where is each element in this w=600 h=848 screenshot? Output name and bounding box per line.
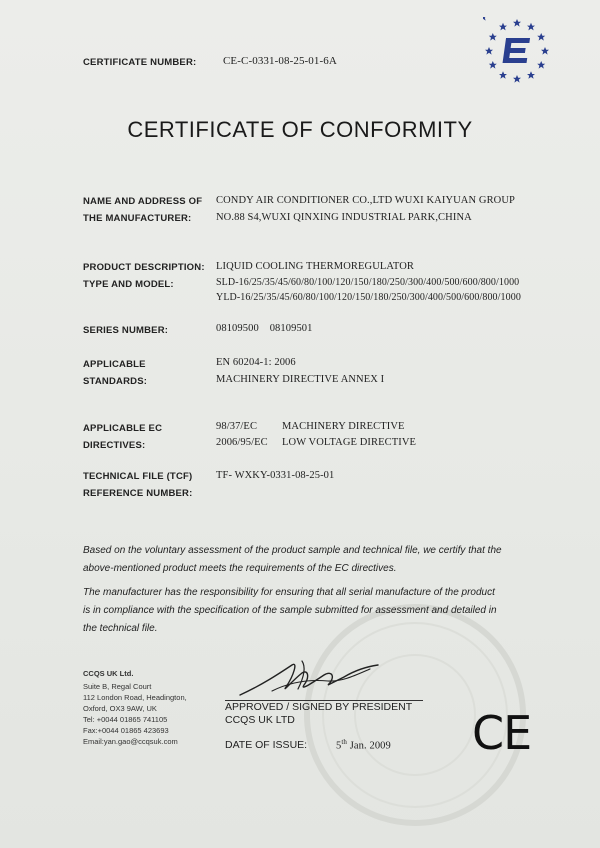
responsibility-line-1: The manufacturer has the responsibility for ensuring that all serial manufacture of the product: [83, 587, 495, 598]
directives-label-line-2: DIRECTIVES:: [83, 440, 146, 451]
series-number-label: SERIES NUMBER:: [83, 325, 169, 336]
responsibility-line-2: is in compliance with the specification of the sample submitted for assessment and detailed in: [83, 605, 497, 616]
ce-mark-icon: CE: [472, 706, 532, 760]
standard-en-60204: EN 60204-1: 2006: [216, 357, 296, 368]
type-and-model-label: TYPE AND MODEL:: [83, 279, 174, 290]
standards-label-line-2: STANDARDS:: [83, 376, 148, 387]
manufacturer-name: CONDY AIR CONDITIONER CO.,LTD WUXI KAIYUAN GROUP: [216, 195, 515, 206]
date-day: 5: [336, 740, 342, 752]
date-of-issue-label: DATE OF ISSUE:: [225, 739, 308, 751]
directive-code-1: 98/37/EC: [216, 421, 258, 432]
product-description-label: PRODUCT DESCRIPTION:: [83, 262, 205, 273]
issuer-address-line-1: Suite B, Regal Court: [83, 682, 152, 691]
directives-label-line-1: APPLICABLE EC: [83, 423, 163, 434]
model-list-sld: SLD-16/25/35/45/60/80/100/120/150/180/250/300/400/500/600/800/1000: [216, 277, 520, 288]
page-title: CERTIFICATE OF CONFORMITY: [127, 117, 473, 142]
issuer-name: CCQS UK Ltd.: [83, 669, 134, 678]
model-list-yld: YLD-16/25/35/45/60/80/100/120/150/180/250/300/400/500/600/800/1000: [216, 292, 521, 303]
standard-machinery-annex: MACHINERY DIRECTIVE ANNEX I: [216, 374, 385, 385]
approved-signed-label: APPROVED / SIGNED BY PRESIDENT: [225, 701, 413, 713]
responsibility-paragraph: [83, 584, 533, 638]
certificate-number-label: CERTIFICATE NUMBER:: [83, 57, 197, 68]
manufacturer-label-line-1: NAME AND ADDRESS OF: [83, 196, 203, 207]
assessment-paragraph: [83, 542, 533, 578]
issuer-fax: Fax:+0044 01865 423693: [83, 726, 169, 735]
standards-label-line-1: APPLICABLE: [83, 359, 146, 370]
assessment-line-1: Based on the voluntary assessment of the product sample and technical file, we certify that the: [83, 545, 502, 556]
date-month-year: Jan. 2009: [347, 740, 391, 752]
issuer-tel: Tel: +0044 01865 741105: [83, 715, 168, 724]
directive-code-2: 2006/95/EC: [216, 437, 268, 448]
approver-organization: CCQS UK LTD: [225, 714, 295, 726]
issuer-address-block: [83, 669, 187, 747]
assessment-line-2: above-mentioned product meets the requirements of the EC directives.: [83, 563, 397, 574]
series-number-value: 08109500 08109501: [216, 323, 313, 334]
date-of-issue-value: [336, 738, 391, 752]
tcf-label-line-1: TECHNICAL FILE (TCF): [83, 471, 193, 482]
issuer-email: Email:yan.gao@ccqsuk.com: [83, 737, 178, 746]
certificate-number-value: CE-C-0331-08-25-01-6A: [223, 55, 337, 67]
manufacturer-address: NO.88 S4,WUXI QINXING INDUSTRIAL PARK,CHINA: [216, 212, 472, 223]
responsibility-line-3: the technical file.: [83, 623, 158, 634]
directive-name-2: LOW VOLTAGE DIRECTIVE: [282, 437, 417, 448]
date-suffix: th: [341, 738, 348, 746]
manufacturer-label-line-2: THE MANUFACTURER:: [83, 213, 192, 224]
tcf-reference-value: TF- WXKY-0331-08-25-01: [216, 470, 335, 481]
product-description-value: LIQUID COOLING THERMOREGULATOR: [216, 261, 415, 272]
directive-name-1: MACHINERY DIRECTIVE: [282, 421, 405, 432]
tcf-label-line-2: REFERENCE NUMBER:: [83, 488, 193, 499]
eu-stars-e-logo-icon: [483, 17, 551, 85]
signature-icon: [232, 655, 392, 705]
issuer-address-line-3: Oxford, OX3 9AW, UK: [83, 704, 157, 713]
issuer-address-line-2: 112 London Road, Headington,: [83, 693, 187, 702]
